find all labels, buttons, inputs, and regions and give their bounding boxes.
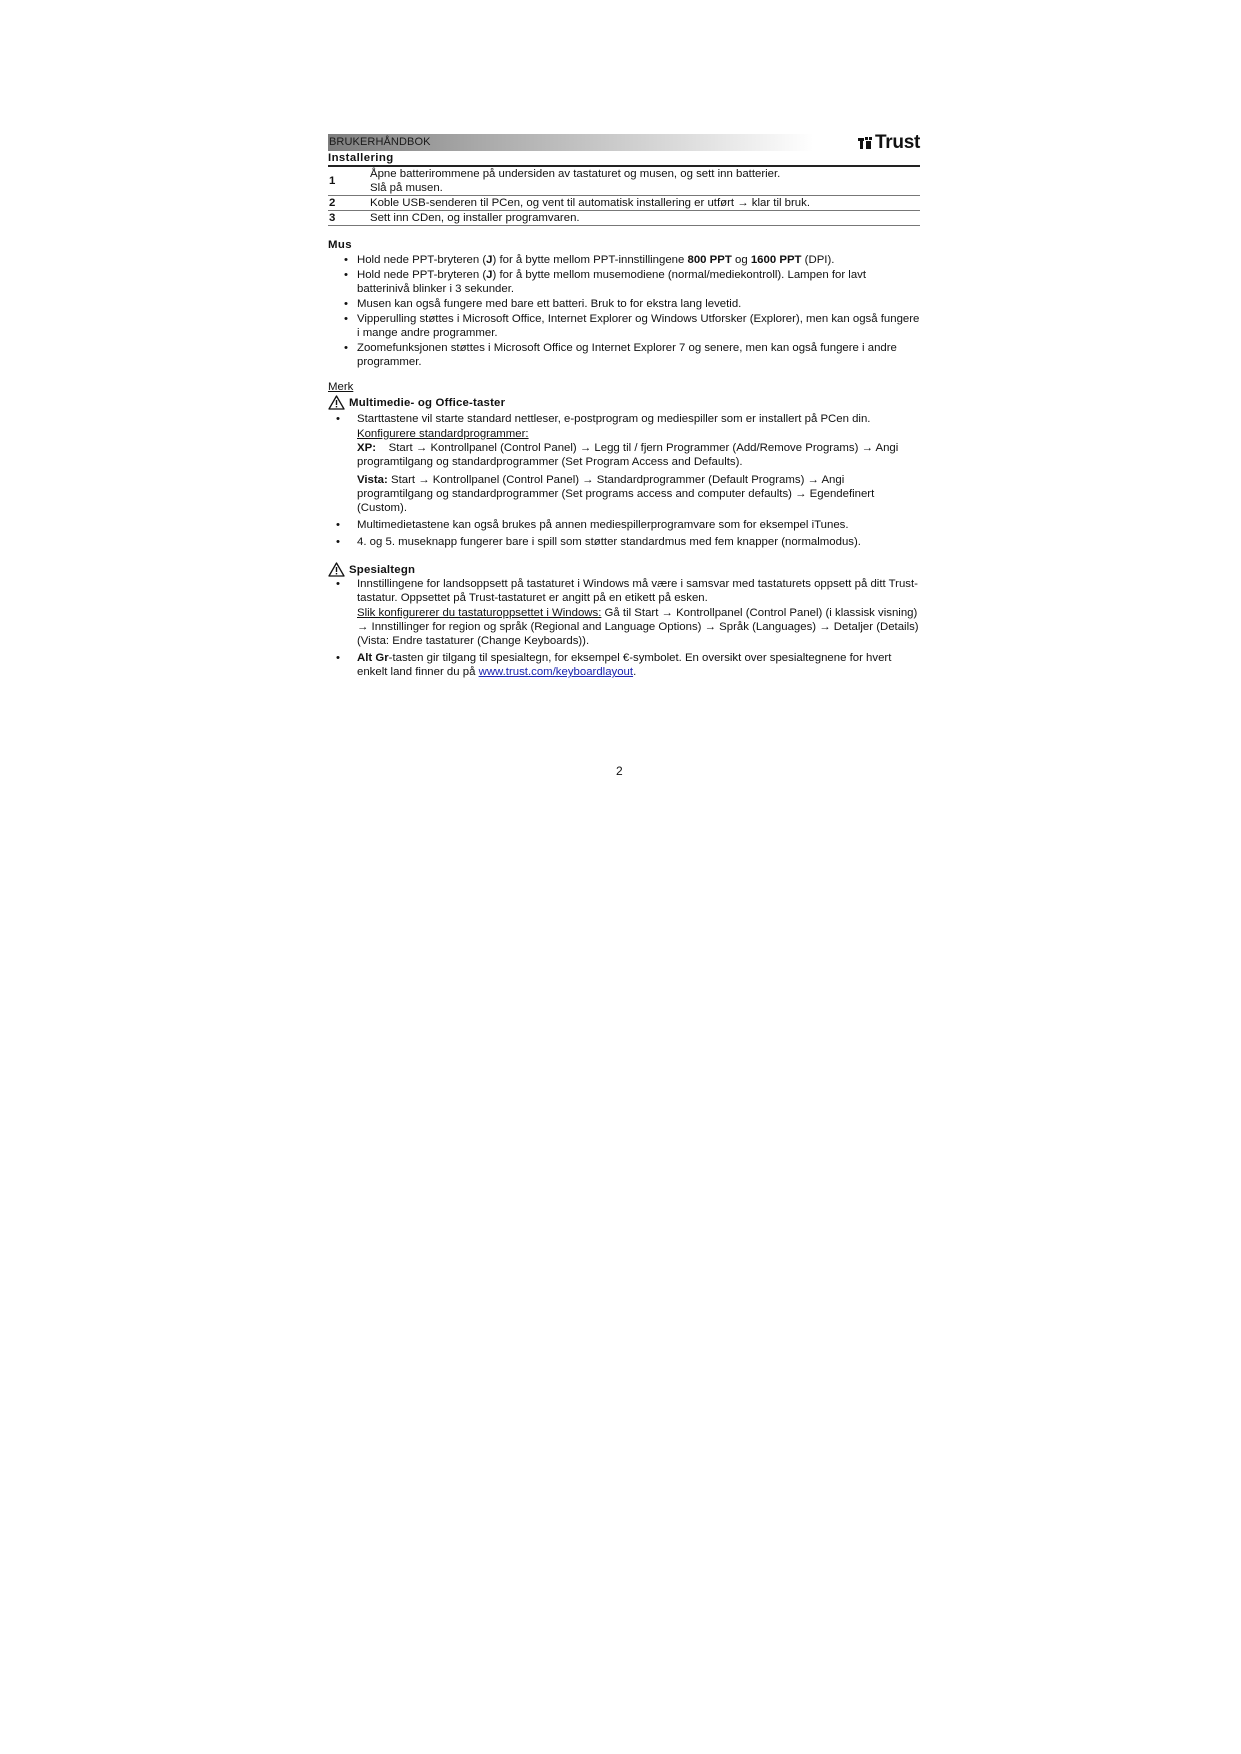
- multimedia-list: [328, 412, 920, 549]
- list-item: • 4. og 5. museknapp fungerer bare i spill som støtter standardmus med fem knapper (normalmodus).: [328, 535, 920, 549]
- text-run: • Innstillingene for landsoppsett på tastaturet i Windows må være i samsvar med tastaturets oppsett på ditt Trust-tastatur. Oppsettet på Trust-tastaturet er angitt på en etikett på esken.: [357, 578, 918, 605]
- mouse-heading: Mus: [328, 239, 352, 251]
- list-item: • Multimedietastene kan også brukes på annen mediespillerprogramvare som for eksempel iTunes.: [328, 518, 920, 532]
- trust-logo-text: Trust: [875, 132, 920, 153]
- list-item: [328, 651, 920, 680]
- manual-title: BRUKERHÅNDBOK: [329, 136, 431, 148]
- step-text-line: Slå på musen.: [370, 182, 443, 194]
- installation-heading: Installering: [328, 152, 920, 167]
- text-run: ) for å bytte mellom PPT-innstillingene: [492, 254, 688, 266]
- list-item: • Zoomefunksjonen støttes i Microsoft Office og Internet Explorer 7 og senere, men kan også fungere i andre programmer.: [328, 341, 920, 370]
- text-run: ) for å bytte mellom musemodiene (normal/mediekontroll). Lampen for lavt batterinivå blinker i 3 sekunder.: [357, 268, 867, 296]
- list-item: [328, 577, 920, 648]
- step-number: 2: [329, 197, 336, 209]
- step-text-line: Åpne batterirommene på undersiden av tastaturet og musen, og sett inn batterier.: [370, 168, 781, 180]
- text-run: Start → Kontrollpanel (Control Panel) → Standardprogrammer (Default Programs) → Angi programtilgang og standardprogrammer (Set programs access and computer defaults) → Egendefinert (Custom).: [357, 473, 875, 515]
- text-run: 1600 PPT: [750, 254, 802, 266]
- install-step: [328, 196, 920, 211]
- manual-page: [328, 134, 920, 682]
- special-characters-heading: [328, 562, 920, 577]
- text-run: Start → Kontrollpanel (Control Panel) → Legg til / fjern Programmer (Add/Remove Programs) → Angi programtilgang og standardprogrammer (Set Program Access and Defaults).: [357, 441, 899, 469]
- vista-label: Vista:: [357, 473, 388, 486]
- trust-logo-icon: [858, 136, 874, 150]
- text-run: Hold nede PPT-bryteren (: [357, 254, 487, 266]
- step-text: Koble USB-senderen til PCen, og vent til automatisk installering er utført → klar til bruk.: [370, 197, 810, 209]
- text-run: • Starttastene vil starte standard nettleser, e-postprogram og mediespiller som er installert på PCen din.: [357, 413, 871, 426]
- list-item: [328, 412, 920, 515]
- list-item: • Vipperulling støttes i Microsoft Office, Internet Explorer og Windows Utforsker (Explorer), men kan også fungere i mange andre programmer.: [328, 312, 920, 341]
- step-text: [370, 167, 920, 196]
- special-characters-list: [328, 577, 920, 680]
- list-item: [328, 253, 920, 267]
- step-number: 1: [329, 175, 336, 187]
- configure-heading: Konfigurere standardprogrammer:: [357, 427, 529, 440]
- howto-line: [357, 606, 920, 649]
- warning-icon: [328, 562, 345, 577]
- mouse-list: [328, 253, 920, 369]
- text-run: -tasten gir tilgang til spesialtegn, for eksempel €-symbolet. En oversikt over spesialtegnene for hvert enkelt land finner du på: [357, 652, 892, 679]
- warning-icon: [328, 395, 345, 410]
- multimedia-title: Multimedie- og Office-taster: [349, 396, 506, 409]
- altgr-label: Alt Gr: [357, 652, 389, 665]
- list-item: • Musen kan også fungere med bare ett batteri. Bruk to for ekstra lang levetid.: [328, 297, 920, 311]
- step-number: 3: [329, 212, 336, 224]
- text-run: Hold nede PPT-bryteren (: [357, 268, 487, 281]
- xp-label: XP:: [357, 441, 376, 454]
- header-band: [328, 134, 920, 151]
- installation-steps: [328, 167, 920, 226]
- note-label: Merk: [328, 381, 354, 394]
- text-run: og: [731, 254, 751, 266]
- text-run: J: [486, 268, 493, 281]
- vista-instructions: [357, 473, 920, 516]
- step-text: Sett inn CDen, og installer programvaren.: [370, 212, 580, 224]
- install-step: [328, 167, 920, 196]
- multimedia-heading: [328, 395, 920, 410]
- text-run: J: [486, 254, 493, 266]
- install-step: [328, 211, 920, 226]
- keyboard-layout-link[interactable]: www.trust.com/keyboardlayout: [478, 666, 634, 679]
- text-run: .: [633, 666, 637, 679]
- page-number: 2: [616, 764, 623, 778]
- text-run: 800 PPT: [687, 254, 732, 266]
- list-item: [328, 268, 920, 297]
- text-run: Gå til Start → Kontrollpanel (Control Panel) (i klassisk visning) → Innstillinger for region og språk (Regional and Language Options) → Språk (Languages) → Detaljer (Details) (Vista: Endre tastaturer (Change Keyboards)).: [357, 606, 919, 648]
- xp-instructions: [357, 441, 920, 470]
- trust-logo: [858, 133, 920, 153]
- text-run: (DPI).: [801, 254, 835, 266]
- howto-heading: Slik konfigurerer du tastaturoppsettet i Windows:: [357, 606, 602, 619]
- special-characters-title: Spesialtegn: [349, 563, 416, 576]
